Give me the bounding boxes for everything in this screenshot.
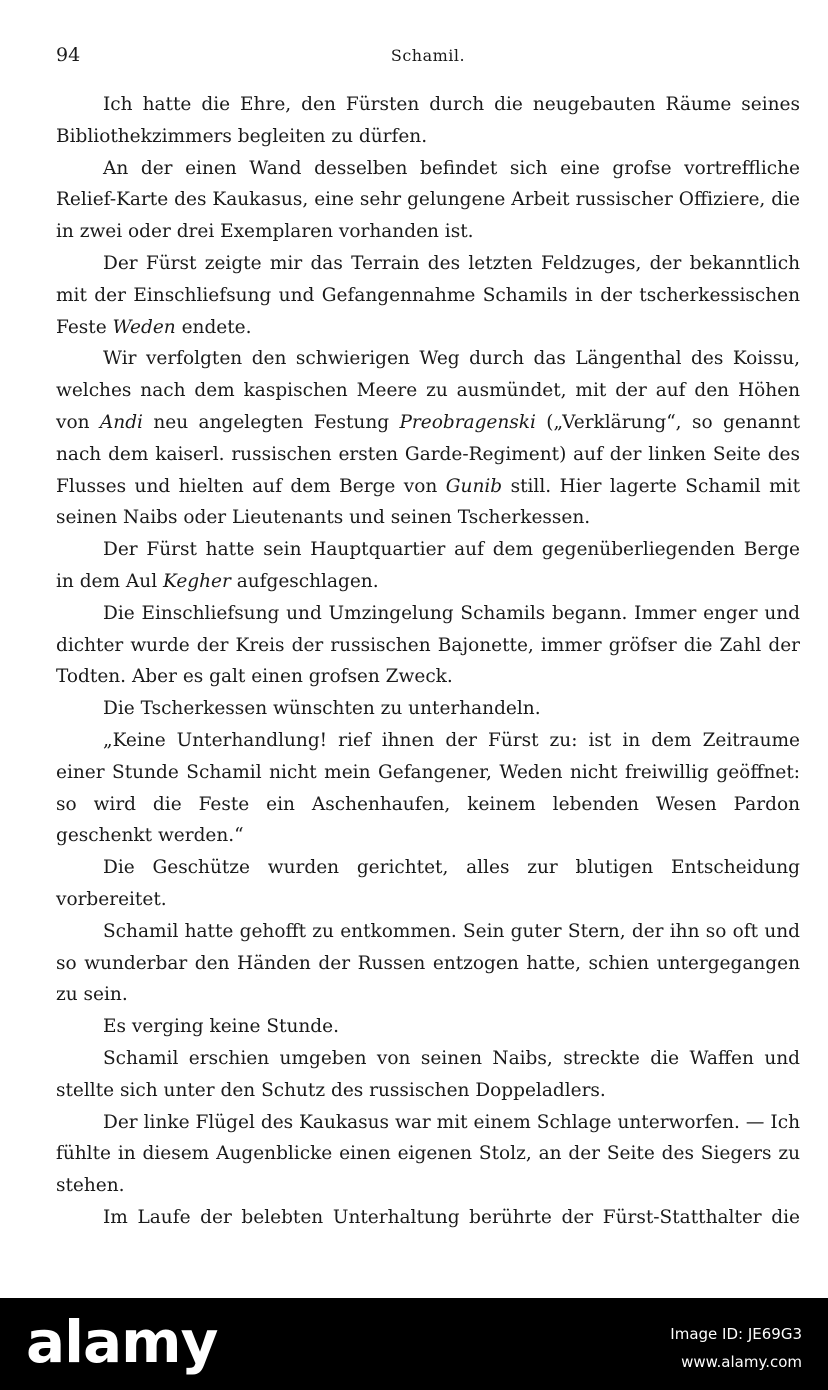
page-number: 94: [56, 44, 81, 66]
image-id: Image ID: JE69G3: [670, 1325, 802, 1343]
text-run: Im Laufe der belebten Unterhaltung berührte der Fürst-Statthalter die: [103, 1206, 800, 1228]
italic-term: Andi: [99, 411, 143, 433]
italic-term: Weden: [112, 316, 176, 338]
text-run: Ich hatte die Ehre, den Fürsten durch die neugebauten Räume seines Bibliothekzimmers begleiten zu dürfen.: [56, 94, 800, 147]
image-id-block: [670, 1320, 802, 1376]
text-run: „Keine Unterhandlung! rief ihnen der Fürst zu: ist in dem Zeitraume einer Stunde Schamil nicht mein Gefangener, Weden nicht freiwillig geöffnet: so wird die Feste ein Aschenhaufen, keinem lebenden Wesen Pardon geschenkt werden.“: [56, 729, 800, 847]
text-run: Der Fürst zeigte mir das Terrain des letzten Feldzuges, der bekanntlich mit der Einschliefsung und Gefangennahme Schamils in der tscherkessischen Feste: [56, 252, 800, 338]
italic-term: Preobragenski: [399, 411, 536, 433]
text-run: aufgeschlagen.: [230, 570, 379, 592]
paragraph: [56, 1202, 800, 1234]
text-run: („Verklärung“, so genannt nach dem kaiserl. russischen ersten Garde-Regiment) auf der linken Seite des Flusses und hielten auf dem Berge von: [56, 411, 801, 497]
watermark-banner: [0, 1298, 828, 1390]
text-run: Wir verfolgten den schwierigen Weg durch das Längenthal des Koissu, welches nach dem kaspischen Meere zu ausmündet, mit der auf den Höhen von: [56, 348, 800, 433]
paragraph: [56, 725, 800, 852]
paragraph: [56, 1043, 800, 1107]
paragraph: [56, 693, 800, 725]
text-run: Schamil erschien umgeben von seinen Naibs, streckte die Waffen und stellte sich unter den Schutz des russischen Doppeladlers.: [56, 1047, 800, 1101]
paragraph: [56, 534, 800, 598]
body-text: [56, 89, 800, 1234]
text-run: Die Einschliefsung und Umzingelung Schamils begann. Immer enger und dichter wurde der Kreis der russischen Bajonette, immer gröfser die Zahl der Todten. Aber es galt einen grofsen Zweck.: [56, 602, 800, 688]
text-run: Der linke Flügel des Kaukasus war mit einem Schlage unterworfen. — Ich fühlte in diesem Augenblicke einen eigenen Stolz, an der Seite des Siegers zu stehen.: [56, 1111, 800, 1197]
paragraph: [56, 916, 800, 1011]
italic-term: Gunib: [445, 475, 503, 497]
text-run: still. Hier lagerte Schamil mit seinen Naibs oder Lieutenants und seinen Tscherkessen.: [56, 475, 801, 529]
running-title: Schamil.: [390, 46, 466, 65]
page-header: [56, 44, 800, 74]
text-run: Der Fürst hatte sein Hauptquartier auf dem gegenüberliegenden Berge in dem Aul: [56, 539, 800, 592]
text-run: endete.: [175, 316, 252, 338]
paragraph: [56, 1107, 800, 1202]
site-url: www.alamy.com: [681, 1353, 802, 1371]
text-run: Es verging keine Stunde.: [103, 1016, 339, 1038]
text-run: neu angelegten Festung: [142, 411, 400, 433]
alamy-logo: alamy: [26, 1308, 218, 1376]
italic-term: Kegher: [163, 570, 231, 592]
paragraph: [56, 89, 800, 153]
paragraph: [56, 248, 800, 343]
text-run: Die Tscherkessen wünschten zu unterhandeln.: [103, 698, 541, 720]
paragraph: [56, 153, 800, 248]
text-run: Schamil hatte gehofft zu entkommen. Sein guter Stern, der ihn so oft und so wunderbar den Händen der Russen entzogen hatte, schien untergegangen zu sein.: [56, 920, 800, 1006]
paragraph: [56, 598, 800, 693]
text-run: An der einen Wand desselben befindet sich eine grofse vortreffliche Relief-Karte des Kaukasus, eine sehr gelungene Arbeit russischer Offiziere, die in zwei oder drei Exemplaren vorhanden ist.: [56, 157, 800, 243]
text-run: Die Geschütze wurden gerichtet, alles zur blutigen Entscheidung vorbereitet.: [56, 857, 800, 910]
paragraph: [56, 343, 800, 534]
paragraph: [56, 1011, 800, 1043]
paragraph: [56, 852, 800, 916]
